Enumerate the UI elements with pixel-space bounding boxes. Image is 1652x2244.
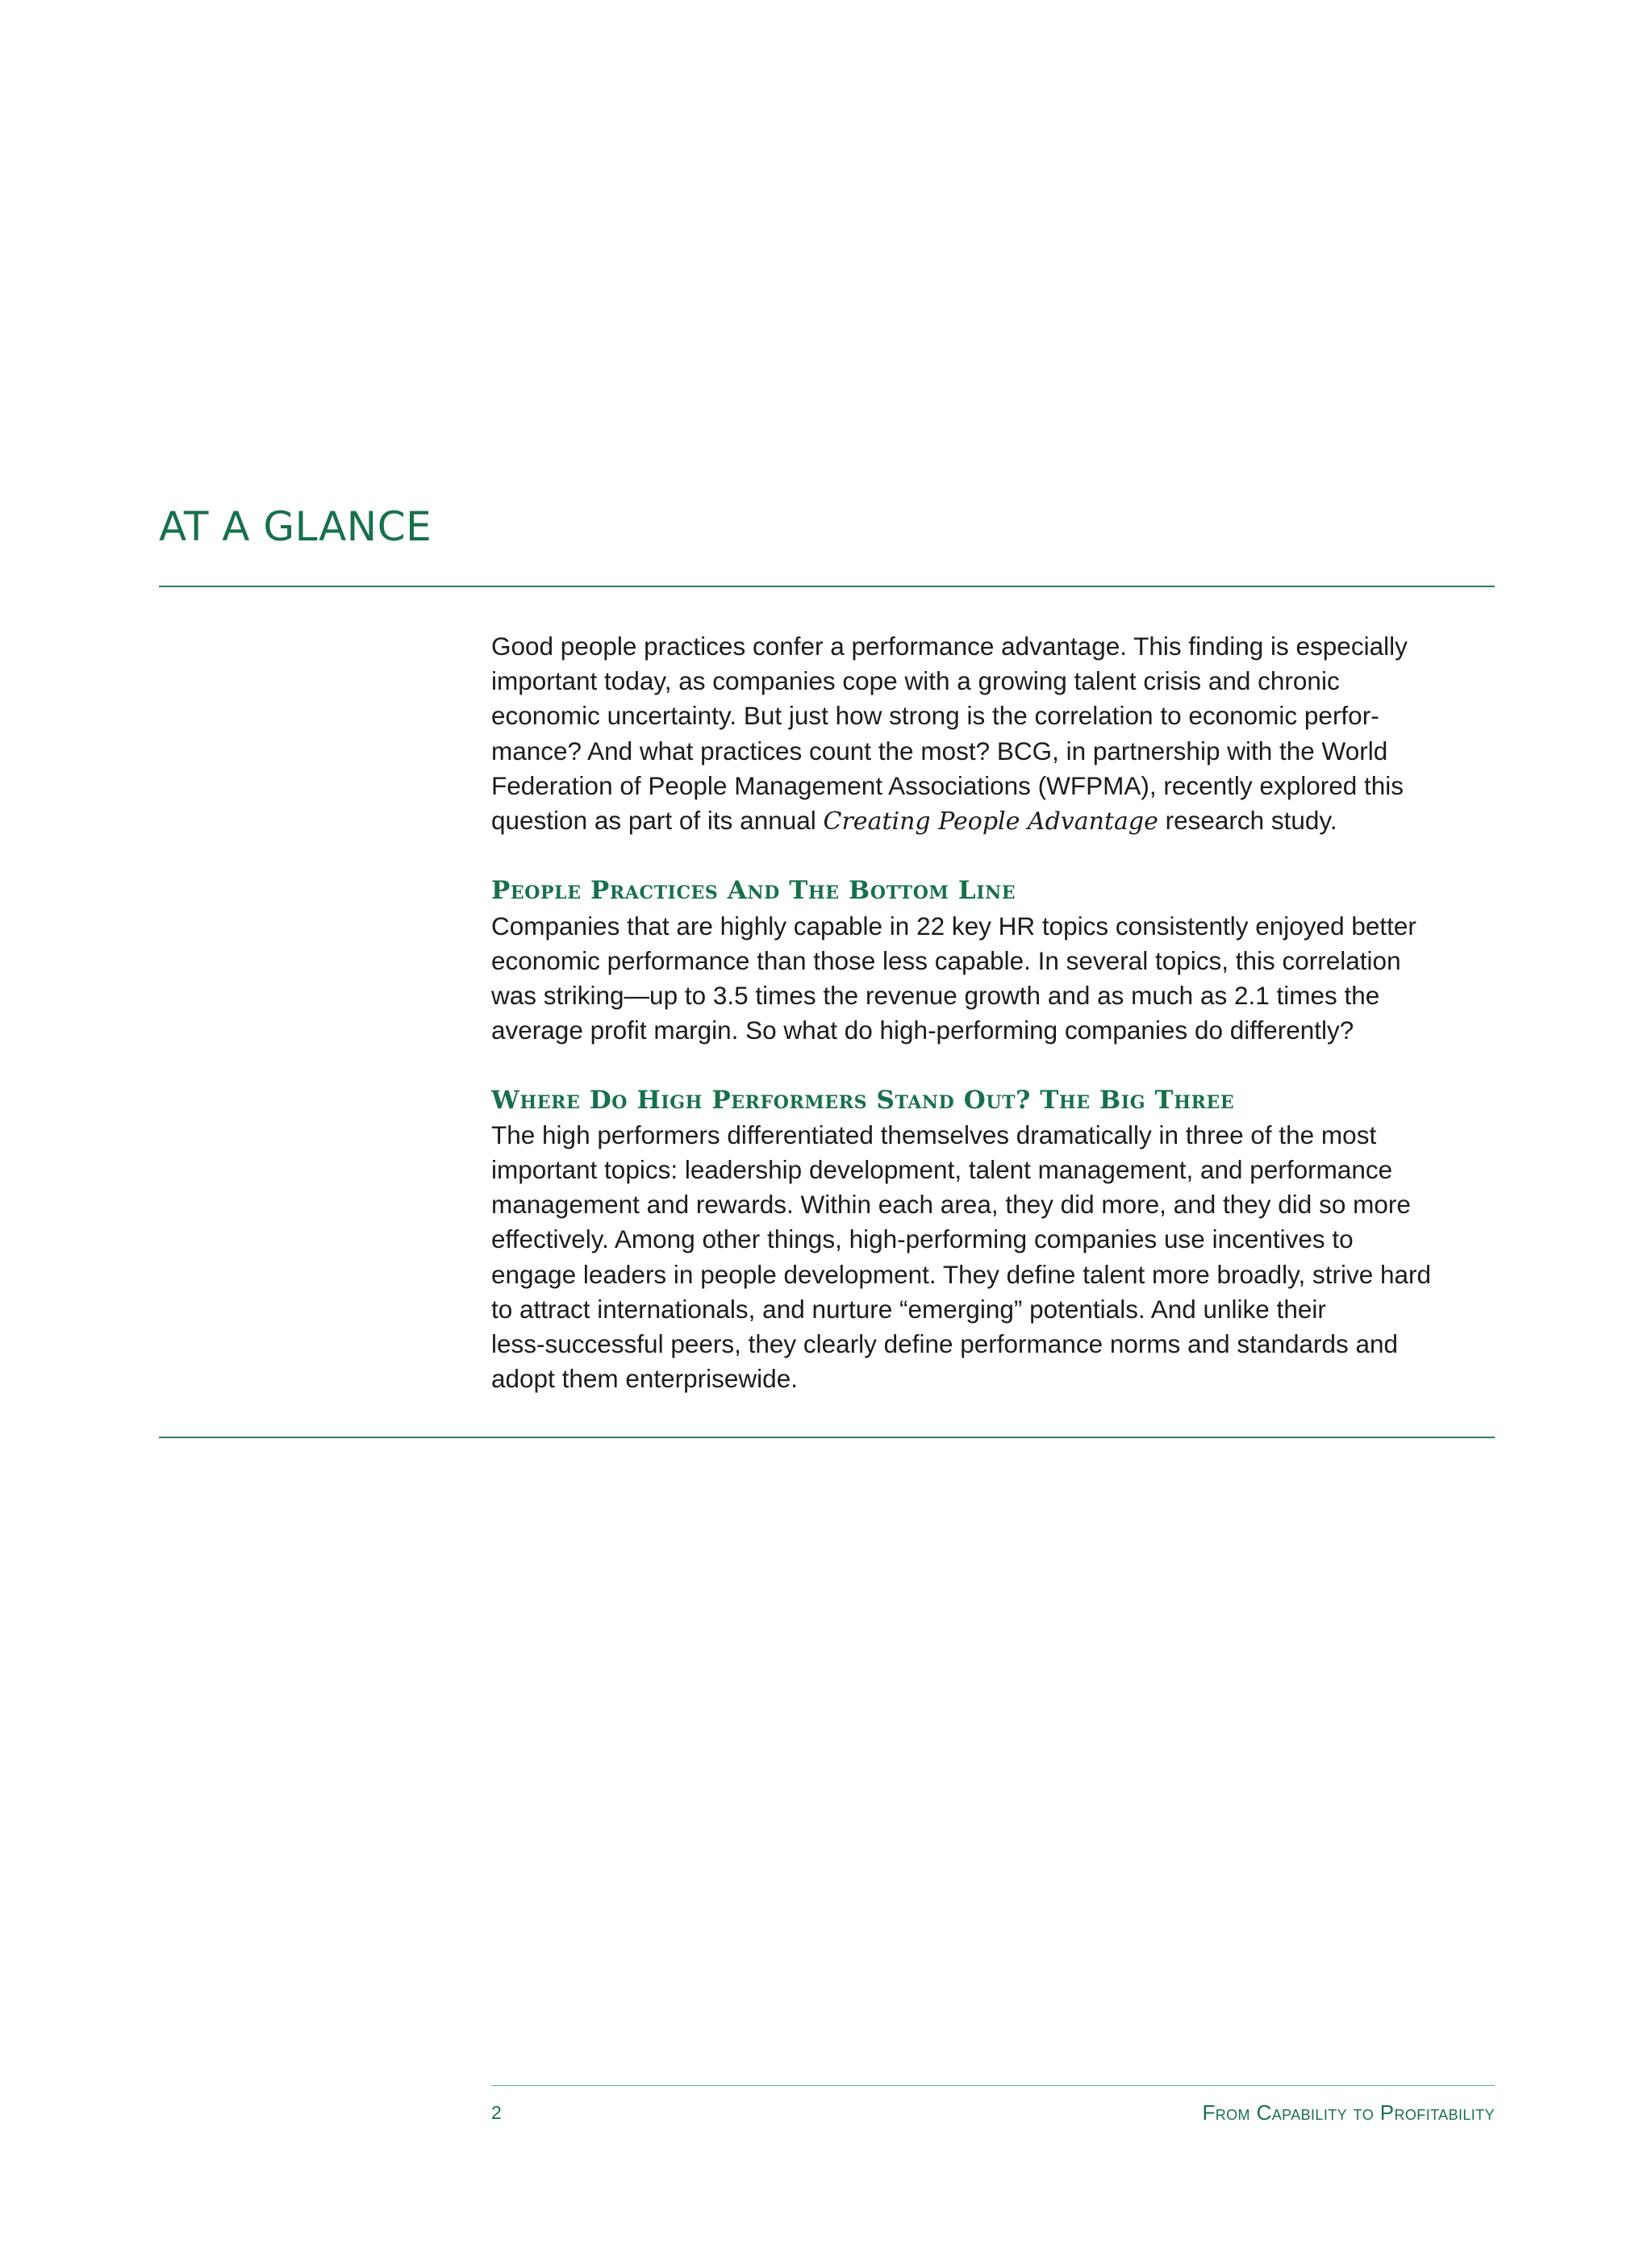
page-number: 2 — [491, 2102, 502, 2123]
text-line: important today, as companies cope with a growing talent crisis and chronic — [491, 666, 1340, 696]
text-line: less-successful peers, they clearly define performance norms and standards and — [491, 1329, 1399, 1359]
section-heading-big-three: Where Do High Performers Stand Out? The Big Three — [491, 1085, 1235, 1115]
study-name: Creating People Advantage — [823, 807, 1158, 836]
intro-paragraph — [491, 629, 1495, 839]
text-line: to attract internationals, and nurture “emerging” potentials. And unlike their — [491, 1294, 1326, 1324]
text-line: economic performance than those less capable. In several topics, this correlation — [491, 945, 1401, 975]
text-line: The high performers differentiated themselves dramatically in three of the most — [491, 1120, 1377, 1149]
top-divider — [159, 586, 1495, 587]
text-line: important topics: leadership development, talent management, and performance — [491, 1155, 1393, 1185]
text-line: adopt them enterprisewide. — [491, 1364, 798, 1394]
text-line: was striking—up to 3.5 times the revenue growth and as much as 2.1 times the — [491, 981, 1380, 1011]
text-line: economic uncertainty. But just how strong is the correlation to economic perfor- — [491, 701, 1379, 731]
text-line: Companies that are highly capable in 22 key HR topics consistently enjoyed better — [491, 911, 1416, 941]
text-line — [491, 803, 1495, 839]
text-line: management and rewards. Within each area, they did more, and they did so more — [491, 1190, 1411, 1220]
text-line: effectively. Among other things, high-performing companies use incentives to — [491, 1224, 1354, 1254]
text-line: average profit margin. So what do high-performing companies do differently? — [491, 1016, 1354, 1045]
text-segment: question as part of its annual — [491, 806, 824, 836]
text-segment: research study. — [1158, 806, 1337, 836]
publication-title: From Capability to Profitability — [1202, 2100, 1495, 2125]
text-line: engage leaders in people development. They define talent more broadly, strive hard — [491, 1259, 1432, 1289]
page-title: AT A GLANCE — [159, 503, 432, 550]
bottom-divider — [159, 1437, 1495, 1438]
summary-content — [491, 629, 1495, 1396]
text-line: Federation of People Management Associations (WFPMA), recently explored this — [491, 770, 1404, 800]
footer-divider — [491, 2085, 1495, 2086]
text-line: mance? And what practices count the most? BCG, in partnership with the World — [491, 736, 1388, 765]
bottom-line-paragraph — [491, 909, 1495, 1049]
text-line: Good people practices confer a performance advantage. This finding is especially — [491, 632, 1408, 661]
section-heading-bottom-line: People Practices And The Bottom Line — [491, 876, 1016, 906]
big-three-paragraph — [491, 1118, 1495, 1397]
